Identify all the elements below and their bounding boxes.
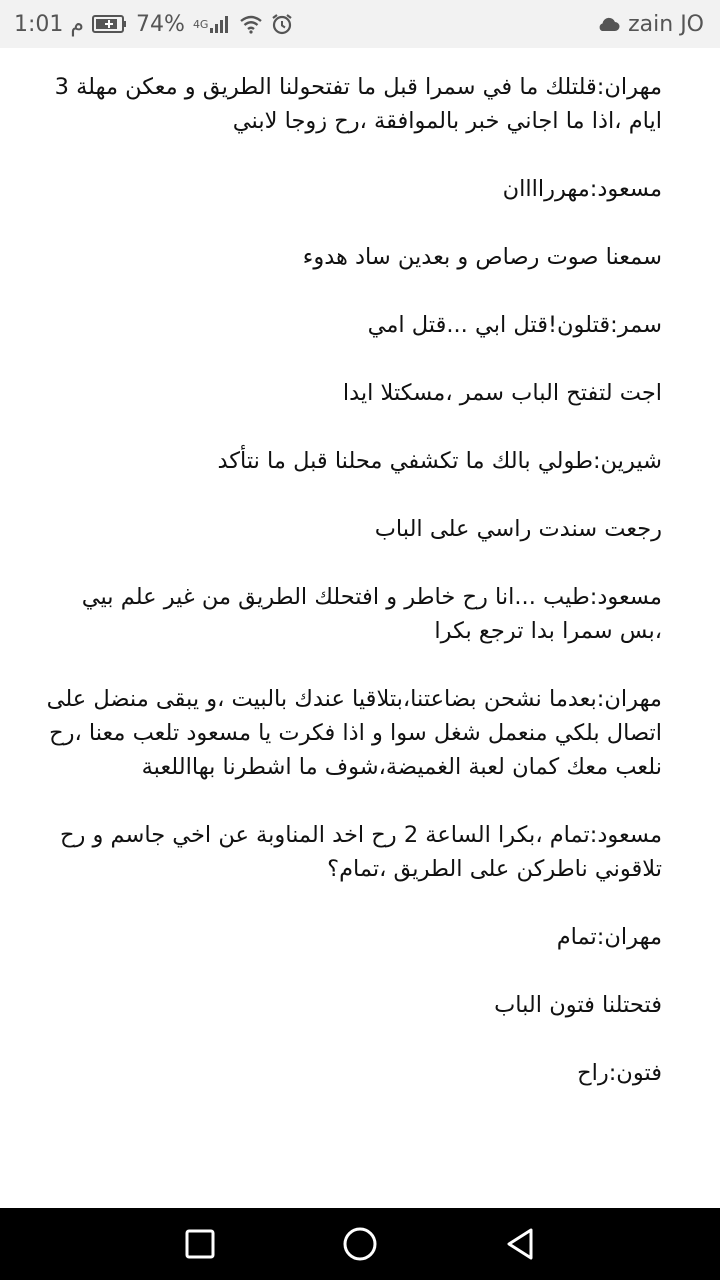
home-button[interactable] — [334, 1218, 386, 1270]
story-paragraph: رجعت سندت راسي على الباب — [374, 516, 662, 542]
story-paragraph: مسعود:تمام ،بكرا الساعة 2 رح اخد المناوبة عن اخي جاسم و رح تلاقوني ناطركن على الطريق ،تمام؟ — [59, 822, 662, 882]
story-paragraph: فتون:راح — [577, 1060, 662, 1086]
story-content[interactable] — [0, 48, 720, 1208]
cloud-icon — [596, 15, 620, 33]
story-paragraph: سمعنا صوت رصاص و بعدين ساد هدوء — [302, 244, 662, 270]
battery-percent: 74% — [136, 11, 185, 37]
story-paragraph: شيرين:طولي بالك ما تكشفي محلنا قبل ما نتأكد — [217, 448, 662, 474]
battery-icon — [92, 14, 128, 34]
status-bar — [0, 0, 720, 48]
network-type: 4G — [192, 17, 209, 31]
square-icon — [184, 1228, 216, 1260]
navigation-bar — [0, 1208, 720, 1280]
story-paragraph: مسعود:طيب ...انا رح خاطر و افتحلك الطريق من غير علم بيي ،بس سمرا بدا ترجع بكرا — [81, 584, 662, 644]
story-paragraph: مهران:بعدما نشحن بضاعتنا،بتلاقيا عندك بالبيت ،و يبقى منضل على اتصال بلكي منعمل شغل سوا و اذا فكرت يا مسعود تلعب معنا ،رح نلعب معك كمان لعبة الغميضة،شوف ما اشطرنا بهااللعبة — [46, 686, 662, 780]
alarm-icon — [271, 13, 293, 35]
story-paragraph: سمر:قتلون!قتل ابي ...قتل امي — [367, 312, 662, 338]
story-paragraph: مسعود:مهرراااان — [502, 176, 662, 202]
story-paragraph: فتحتلنا فتون الباب — [494, 992, 662, 1018]
status-left-group — [14, 12, 293, 37]
signal-icon — [193, 14, 232, 34]
recent-apps-button[interactable] — [174, 1218, 226, 1270]
story-paragraph: اجت لتفتح الباب سمر ،مسكتلا ايدا — [342, 380, 662, 406]
back-triangle-icon — [504, 1227, 536, 1261]
wifi-icon — [239, 14, 263, 34]
story-paragraph: مهران:قلتلك ما في سمرا قبل ما تفتحولنا الطريق و معكن مهلة 3 ايام ،اذا ما اجاني خبر بالموافقة ،رح زوجا لابني — [54, 74, 662, 134]
circle-icon — [342, 1226, 378, 1262]
carrier-name: zain JO — [628, 11, 704, 37]
clock: 1:01 م — [14, 11, 85, 37]
back-button[interactable] — [494, 1218, 546, 1270]
status-right-group — [596, 12, 704, 37]
story-paragraph: مهران:تمام — [556, 924, 662, 950]
